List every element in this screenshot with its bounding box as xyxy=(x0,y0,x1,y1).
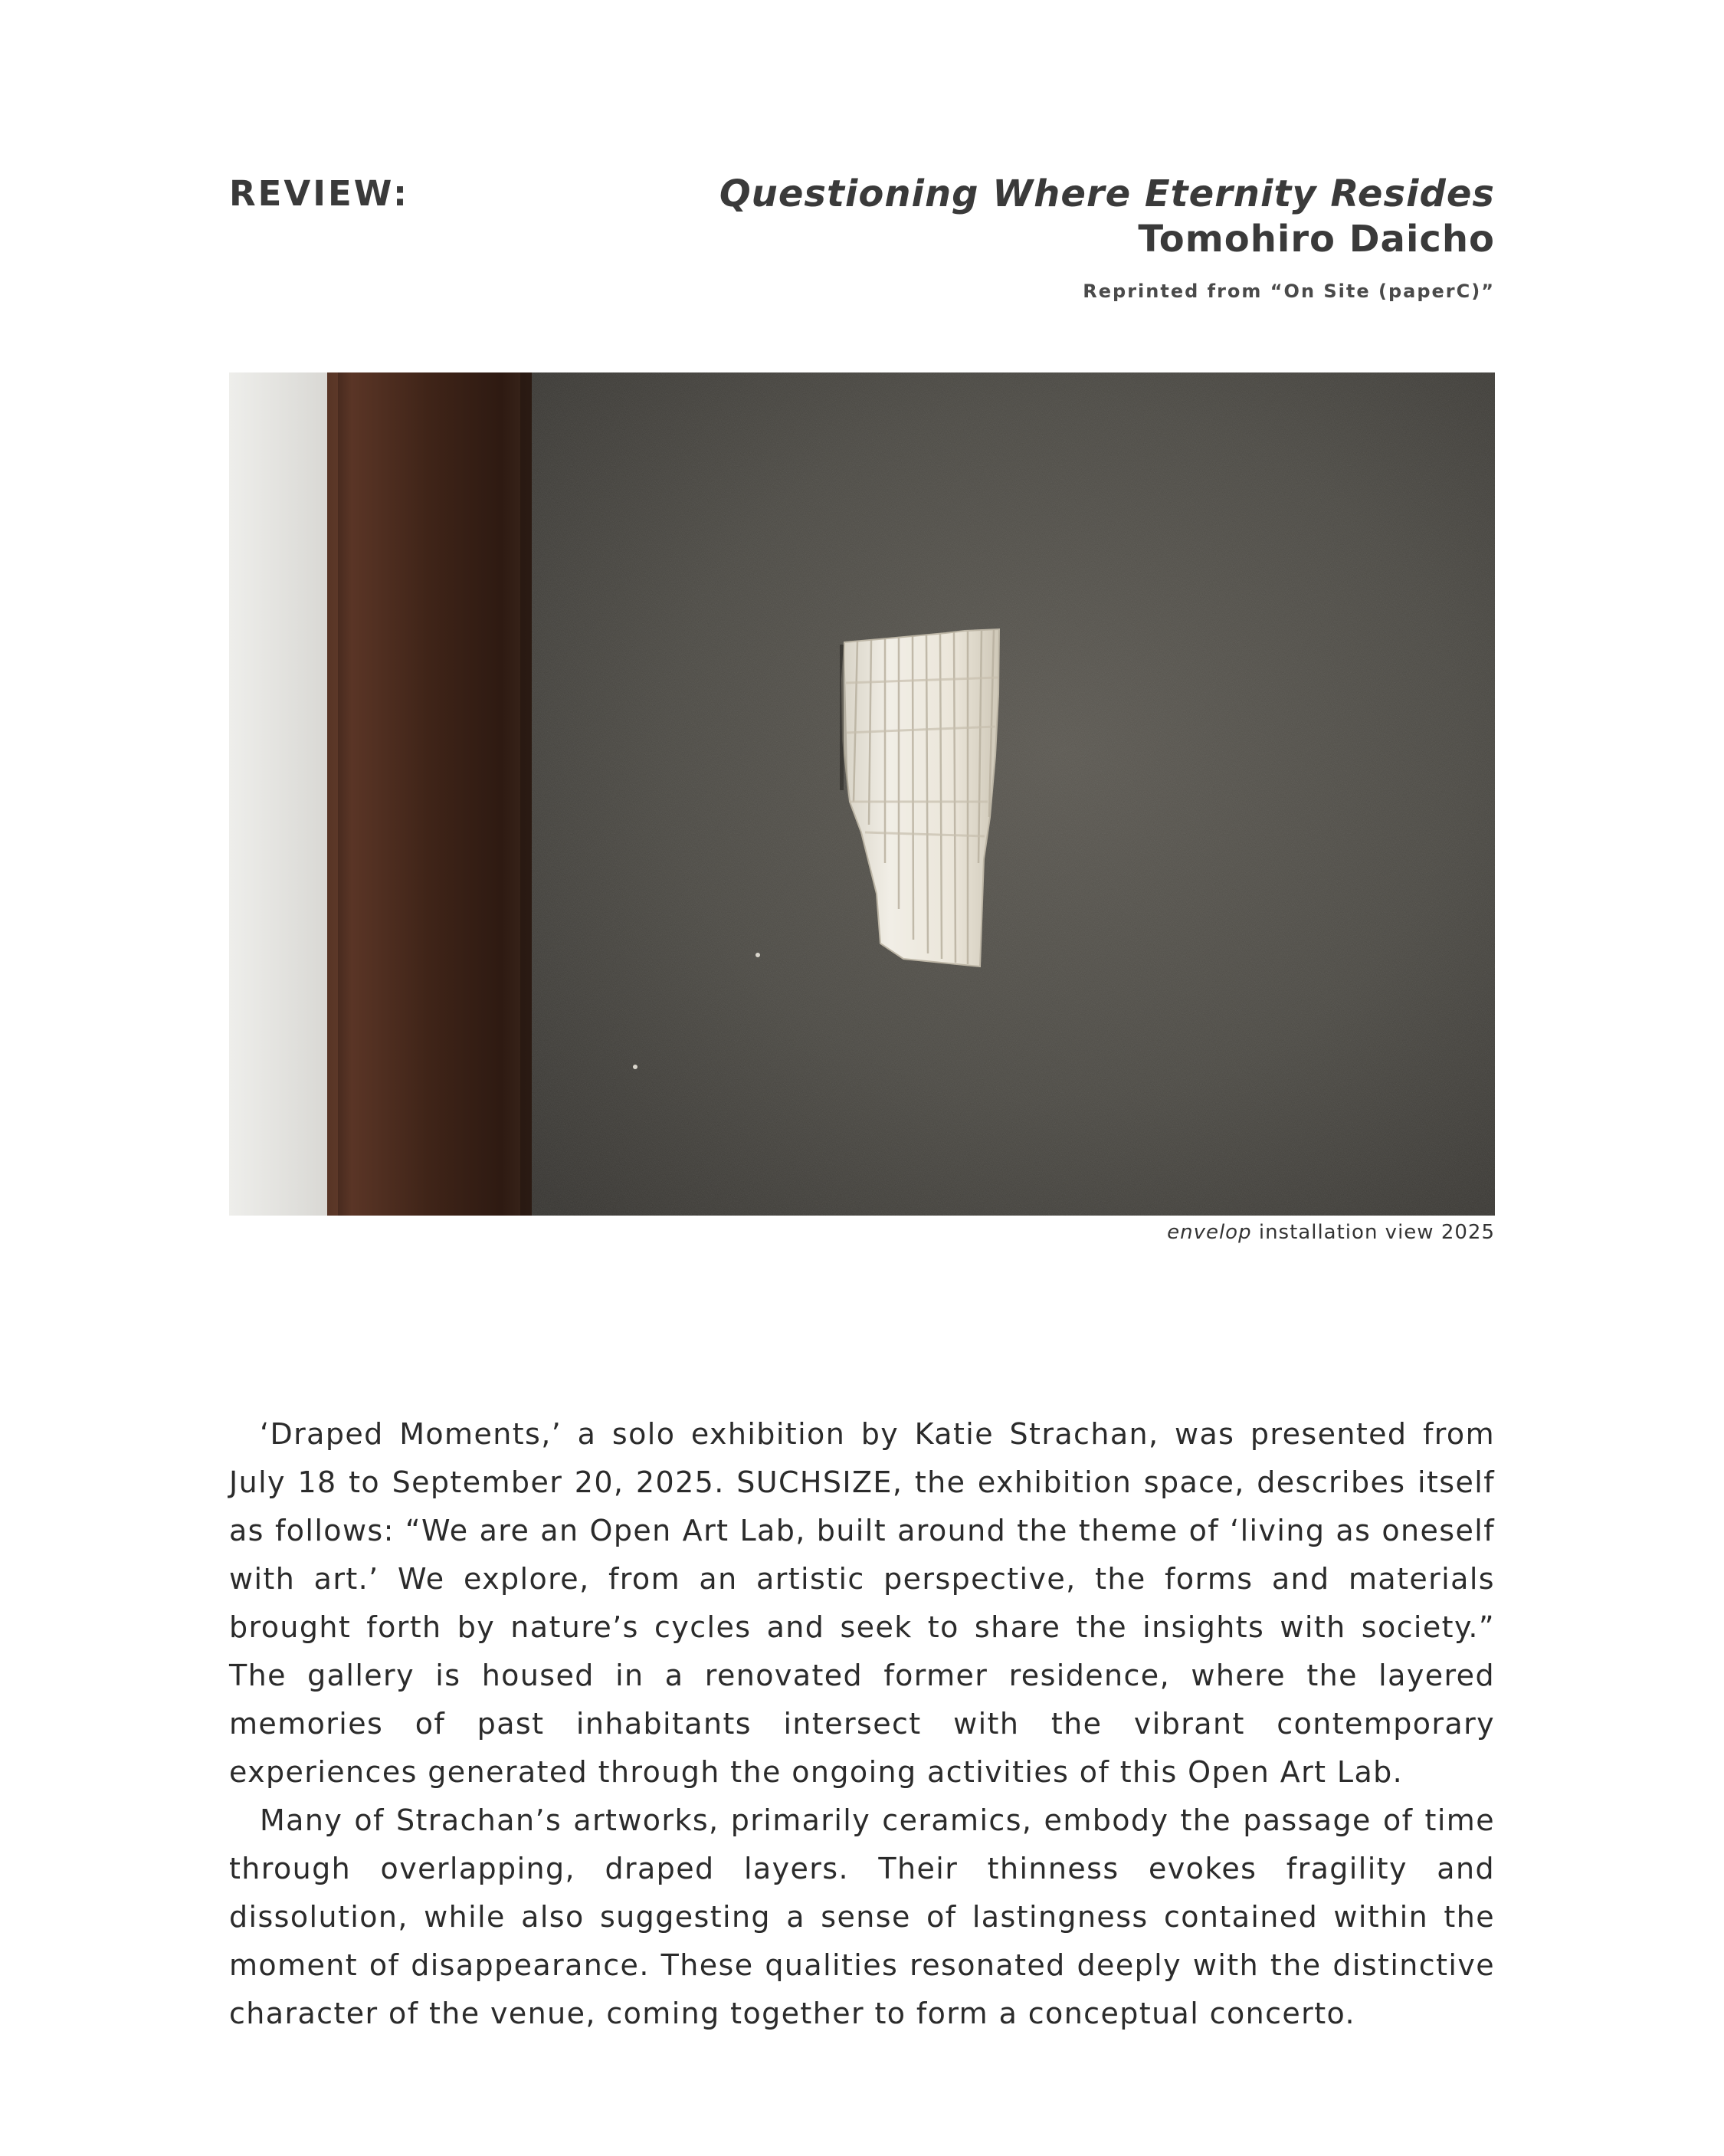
caption-work-title: envelop xyxy=(1167,1221,1252,1244)
photo-caption xyxy=(1167,1221,1495,1244)
article-author: Tomohiro Daicho xyxy=(1138,218,1495,261)
review-label: REVIEW: xyxy=(229,173,409,214)
caption-description: installation view 2025 xyxy=(1251,1221,1495,1244)
body-paragraph: ‘Draped Moments,’ a solo exhibition by Katie Strachan, was presented from July 18 to September 20, 2025. SUCHSIZE, the exhibition space, describes itself as follows: “We are an Open Art Lab, built around the theme of ‘living as oneself with art.’ We explore, from an artistic perspective, the forms and materials brought forth by nature’s cycles and seek to share the insights with society.” The gallery is housed in a renovated former residence, where the layered memories of past inhabitants intersect with the vibrant contemporary experiences generated through the ongoing activities of this Open Art Lab. xyxy=(229,1417,1495,1789)
installation-photo xyxy=(229,372,1495,1216)
article-header xyxy=(719,172,1495,302)
reprint-note: Reprinted from “On Site (paperC)” xyxy=(1083,281,1495,302)
article-body xyxy=(229,1410,1495,2038)
body-paragraph: Many of Strachan’s artworks, primarily ceramics, embody the passage of time through overlapping, draped layers. Their thinness evokes fragility and dissolution, while also suggesting a sense of lastingness contained within the moment of disappearance. These qualities resonated deeply with the distinctive character of the venue, coming together to form a conceptual concerto. xyxy=(229,1803,1495,2030)
article-title: Questioning Where Eternity Resides xyxy=(719,172,1495,215)
